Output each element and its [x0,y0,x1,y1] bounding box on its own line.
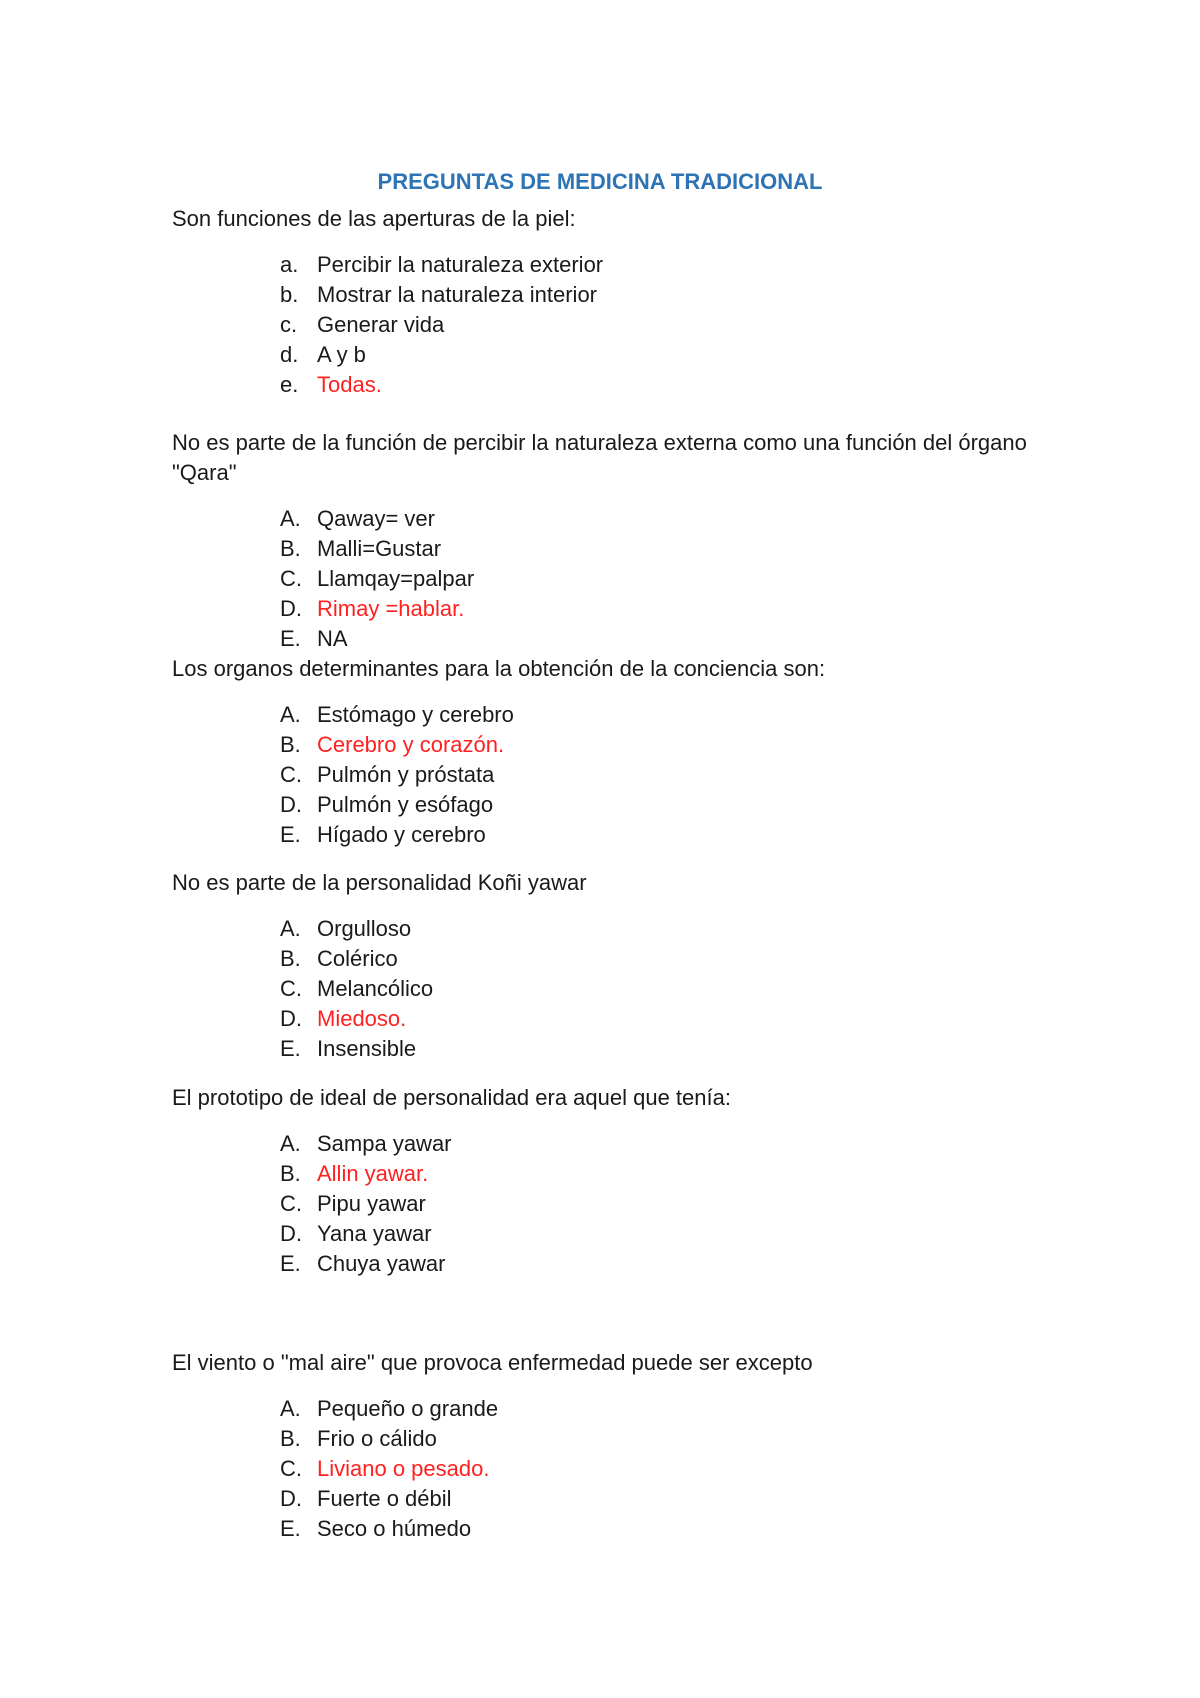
question-prompt: El prototipo de ideal de personalidad era aquel que tenía: [172,1085,731,1110]
question-prompt: No es parte de la función de percibir la naturaleza externa como una función del órgano "Qara" [172,430,1027,485]
correct-answer-text: Cerebro y corazón. [317,732,505,757]
option-item [172,1219,1032,1249]
option-marker: d. [280,342,299,367]
option-text: Percibir la naturaleza exterior [317,252,604,277]
option-item [172,310,1032,340]
option-item [172,1484,1032,1514]
correct-answer-text: Liviano o pesado. [317,1456,490,1481]
option-marker: b. [280,282,299,307]
option-text: A y b [317,342,366,367]
option-text: Llamqay=palpar [317,566,475,591]
option-text: Qaway= ver [317,506,435,531]
option-marker: A. [280,702,301,727]
question-prompt: Son funciones de las aperturas de la piel: [172,206,576,231]
option-item [172,790,1032,820]
option-text: Pulmón y esófago [317,792,494,817]
option-marker: D. [280,1486,302,1511]
option-text: Frio o cálido [317,1426,437,1451]
question-prompt: No es parte de la personalidad Koñi yawar [172,870,587,895]
question-6 [172,1348,1032,1544]
option-item [172,1129,1032,1159]
option-text: Yana yawar [317,1221,432,1246]
option-text: Pequeño o grande [317,1396,499,1421]
option-marker: E. [280,822,301,847]
option-item [172,280,1032,310]
option-text: Pipu yawar [317,1191,426,1216]
option-item [172,1424,1032,1454]
option-item [172,730,1032,760]
option-text: Pulmón y próstata [317,762,495,787]
option-text: Sampa yawar [317,1131,452,1156]
option-text: Insensible [317,1036,417,1061]
option-marker: D. [280,792,302,817]
option-item [172,1034,1032,1064]
correct-answer-text: Miedoso. [317,1006,407,1031]
option-item [172,974,1032,1004]
option-marker: C. [280,1191,302,1216]
option-marker: C. [280,976,302,1001]
option-item [172,594,1032,624]
question-1 [172,204,1032,400]
option-marker: E. [280,1036,301,1061]
option-text: Mostrar la naturaleza interior [317,282,598,307]
option-item [172,1159,1032,1189]
option-list [172,250,1032,400]
option-marker: B. [280,536,301,561]
option-marker: A. [280,1396,301,1421]
option-marker: E. [280,1251,301,1276]
option-item [172,504,1032,534]
option-marker: A. [280,1131,301,1156]
option-marker: E. [280,626,301,651]
option-marker: B. [280,946,301,971]
question-3 [172,654,1032,850]
option-item [172,370,1032,400]
option-text: Orgulloso [317,916,412,941]
correct-answer-text: Todas. [317,372,382,397]
option-marker: C. [280,762,302,787]
option-text: Seco o húmedo [317,1516,472,1541]
option-list [172,1394,1032,1544]
option-text: Generar vida [317,312,445,337]
option-marker: A. [280,506,301,531]
option-marker: a. [280,252,299,277]
option-item [172,1004,1032,1034]
option-marker: C. [280,1456,302,1481]
option-item [172,1454,1032,1484]
option-text: Hígado y cerebro [317,822,486,847]
option-marker: B. [280,1426,301,1451]
option-item [172,700,1032,730]
option-item [172,820,1032,850]
option-marker: B. [280,732,301,757]
option-text: Chuya yawar [317,1251,446,1276]
option-list [172,1129,1032,1279]
question-5 [172,1083,1032,1279]
option-item [172,1249,1032,1279]
option-item [172,624,1032,654]
option-marker: E. [280,1516,301,1541]
option-item [172,1189,1032,1219]
question-2 [172,428,1032,654]
option-item [172,1514,1032,1544]
option-marker: B. [280,1161,301,1186]
option-item [172,534,1032,564]
correct-answer-text: Rimay =hablar. [317,596,465,621]
option-marker: e. [280,372,299,397]
option-item [172,250,1032,280]
option-item [172,944,1032,974]
question-4 [172,868,1032,1064]
option-text: Melancólico [317,976,434,1001]
option-text: NA [317,626,348,651]
option-item [172,340,1032,370]
correct-answer-text: Allin yawar. [317,1161,429,1186]
option-item [172,564,1032,594]
option-text: Fuerte o débil [317,1486,452,1511]
option-item [172,760,1032,790]
option-marker: D. [280,596,302,621]
option-text: Malli=Gustar [317,536,442,561]
question-prompt: El viento o "mal aire" que provoca enfermedad puede ser excepto [172,1350,813,1375]
question-prompt: Los organos determinantes para la obtención de la conciencia son: [172,656,826,681]
option-list [172,700,1032,850]
option-list [172,914,1032,1064]
option-list [172,504,1032,654]
option-item [172,1394,1032,1424]
option-marker: A. [280,916,301,941]
option-text: Estómago y cerebro [317,702,514,727]
option-marker: D. [280,1006,302,1031]
option-item [172,914,1032,944]
option-text: Colérico [317,946,398,971]
document-title: PREGUNTAS DE MEDICINA TRADICIONAL [377,169,823,194]
option-marker: C. [280,566,302,591]
option-marker: c. [280,312,298,337]
option-marker: D. [280,1221,302,1246]
